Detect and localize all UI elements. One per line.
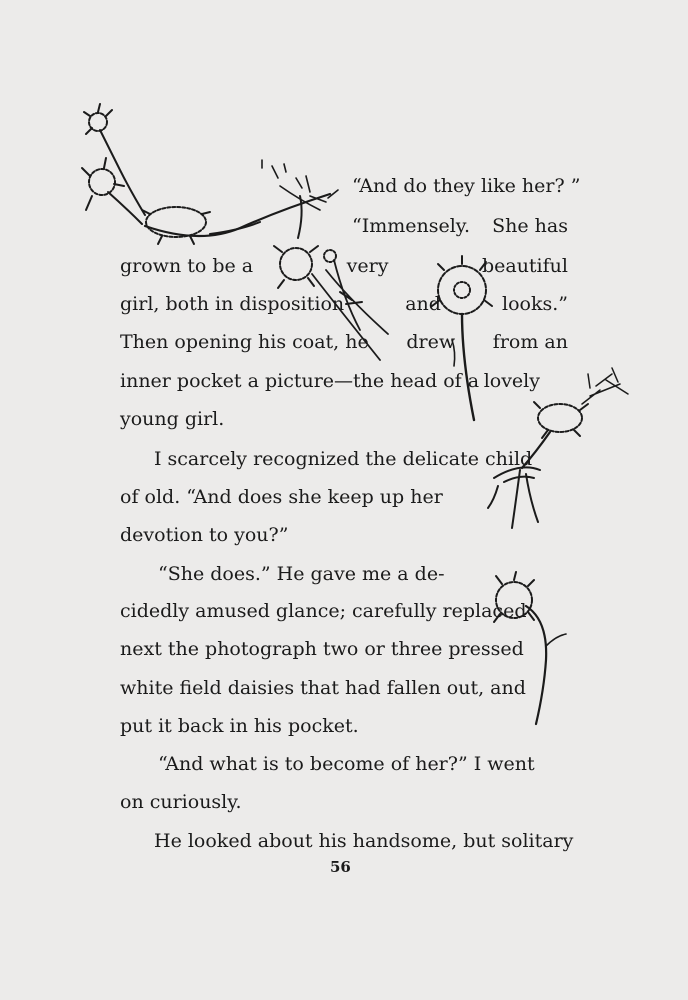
text-segment: very [346,255,389,277]
text-line [120,292,568,316]
text-line [154,447,533,471]
text-line [120,407,420,431]
text-segment: devotion to you?” [120,524,289,546]
text-line [120,790,420,814]
text-line [154,829,584,853]
daisy-flower-icon [82,158,142,224]
text-segment: girl, both in disposition [120,293,345,315]
text-segment: “Immensely. [352,215,471,237]
text-segment: of old. “And does she keep up her [120,486,443,508]
text-line [120,714,420,738]
text-segment: I scarcely recognized the delicate child [154,448,533,470]
text-line [120,637,524,661]
text-line [352,174,581,198]
text-line [120,676,526,700]
text-line [158,752,578,776]
text-line [120,330,568,354]
text-line [158,562,478,586]
text-segment: “She does.” He gave me a de- [158,563,445,585]
text-segment: and [405,293,441,315]
page-number: 56 [330,858,351,876]
text-segment: young girl. [120,408,225,430]
text-segment: He looked about his handsome, but solitary [154,830,574,852]
text-line [352,214,568,238]
text-line [120,523,420,547]
text-segment: She has [492,215,568,237]
text-segment: cidedly amused glance; carefully replaced [120,600,527,622]
text-segment: inner pocket a picture—the head of a [120,370,480,392]
text-segment: lovely [483,370,540,392]
text-segment: Then opening his coat, he [120,331,369,353]
text-line [120,369,540,393]
text-segment: next the photograph two or three pressed [120,638,524,660]
text-line [120,485,490,509]
text-segment: beautiful [481,255,568,277]
daisy-flower-icon [84,104,145,215]
text-segment: white field daisies that had fallen out, and [120,677,526,699]
text-segment: drew [406,331,456,353]
text-segment: put it back in his pocket. [120,715,359,737]
text-line [120,599,527,623]
daisy-flower-icon [142,207,210,244]
text-segment: “And do they like her? ” [352,175,581,197]
daisy-flower-icon [534,402,588,438]
text-segment: grown to be a [120,255,254,277]
text-segment: on curiously. [120,791,242,813]
text-segment: looks.” [502,293,568,315]
text-line [120,254,568,278]
text-segment: “And what is to become of her?” I went [158,753,535,775]
text-segment: from an [492,331,568,353]
